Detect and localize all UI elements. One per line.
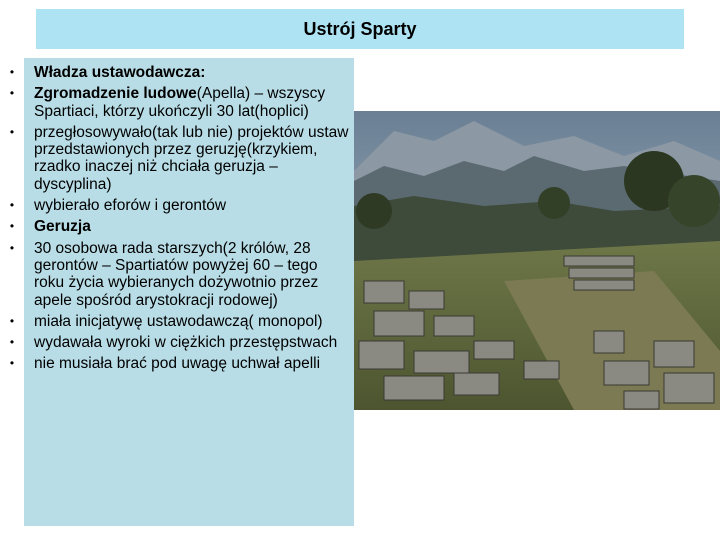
bullet-text: wydawała wyroki w ciężkich przestępstwach (34, 334, 338, 352)
bullet-icon: • (9, 356, 15, 371)
slide-title: Ustrój Sparty (303, 18, 417, 39)
bullet-item (0, 124, 354, 193)
bullet-text: miała inicjatywę ustawodawczą( monopol) (34, 312, 323, 330)
tree (356, 193, 392, 229)
bullet-item (0, 197, 354, 214)
bullet-icon: • (9, 335, 15, 350)
bullet-text-bold: Zgromadzenie ludowe (34, 85, 197, 103)
tree (668, 175, 720, 227)
bullet-item (0, 334, 354, 351)
bullet-text: przegłosowywało(tak lub nie) projektów ustaw przedstawionych przez geruzję(krzykiem, rzadko inaczej niż chciała geruzja – dyscyplina) (34, 123, 349, 193)
bullet-text: (Apella) – wszyscy Spartiaci, którzy ukończyli 30 lat(hoplici) (34, 85, 326, 120)
bullet-text: wybierało eforów i gerontów (34, 197, 227, 215)
title-bar (36, 9, 684, 49)
bullet-list (0, 64, 354, 377)
bullet-icon: • (9, 124, 15, 139)
bullet-text: Władza ustawodawcza: (34, 64, 206, 81)
bullet-item (0, 313, 354, 330)
bullet-item (0, 64, 354, 81)
tree (538, 187, 570, 219)
bullet-item (0, 85, 354, 120)
bullet-item (0, 218, 354, 235)
bullet-item (0, 240, 354, 309)
bullet-text: nie musiała brać pod uwagę uchwał apelli (34, 355, 321, 373)
bullet-icon: • (9, 219, 15, 234)
bullet-text: 30 osobowa rada starszych(2 królów, 28 gerontów – Spartiatów powyżej 60 – tego roku życia wybieranych dożywotnio przez apele spośród arystokracji rodowej) (34, 239, 319, 309)
bullet-text: Geruzja (34, 218, 91, 236)
bullet-icon: • (9, 86, 15, 101)
bullet-icon: • (9, 240, 15, 255)
sparta-ruins-photo (354, 111, 720, 410)
bullet-icon: • (9, 65, 15, 79)
bullet-icon: • (9, 198, 15, 213)
bullet-item (0, 355, 354, 372)
content-panel (0, 58, 354, 526)
bullet-icon: • (9, 313, 15, 328)
